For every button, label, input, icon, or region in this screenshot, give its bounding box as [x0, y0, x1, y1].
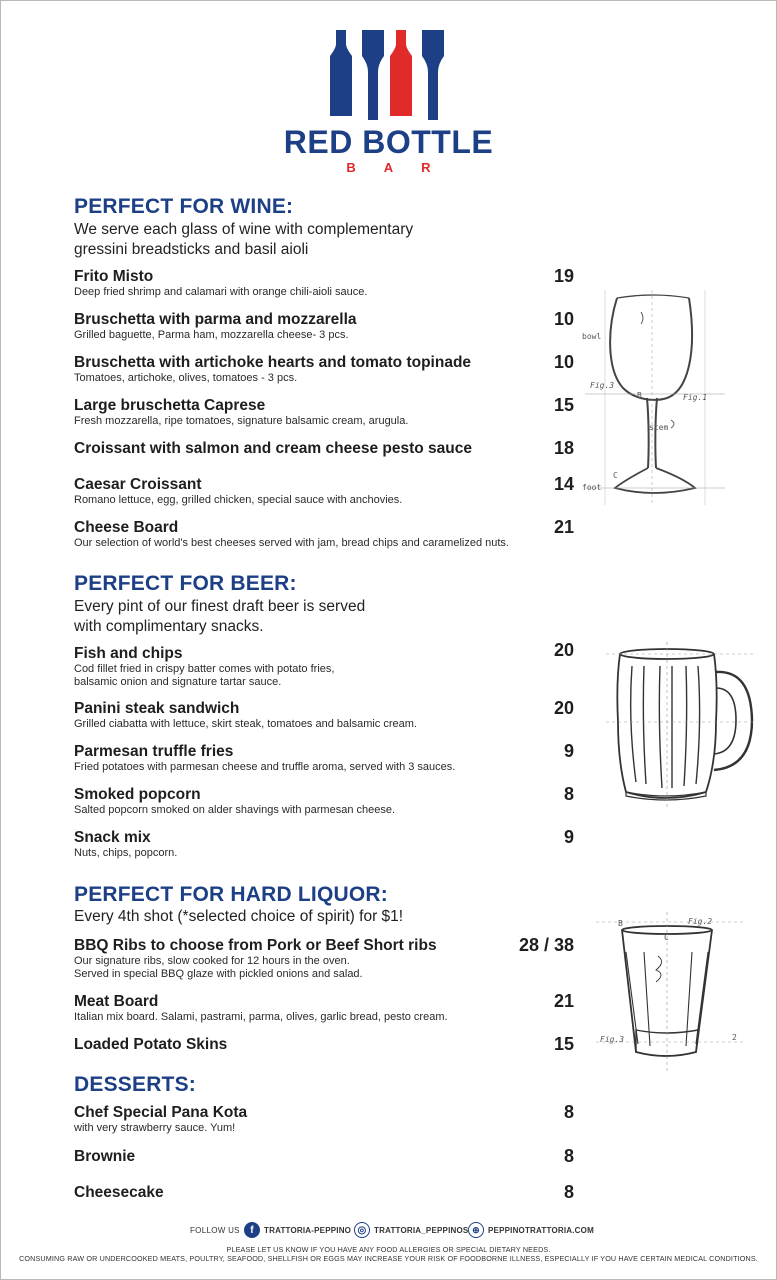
item-desc: Our selection of world's best cheeses served with jam, bread chips and caramelized nuts. [74, 537, 509, 549]
sketch-label: C [613, 471, 618, 480]
sketch-label: Fig.1 [683, 393, 708, 402]
section-desc-liquor: Every 4th shot (*selected choice of spirit) for $1! [74, 908, 404, 925]
menu-item [74, 937, 576, 981]
facebook-link[interactable] [244, 1222, 351, 1238]
item-name: Large bruschetta Caprese [74, 397, 266, 414]
item-price: 15 [553, 395, 574, 415]
menu-item [74, 519, 576, 550]
menu-item [74, 311, 576, 342]
sketch-label: Fig.3 [590, 381, 615, 390]
menu-item [74, 440, 576, 458]
item-price: 10 [553, 352, 574, 372]
item-desc: Grilled baguette, Parma ham, mozzarella cheese- 3 pcs. [74, 329, 349, 341]
section-desc-beer-1: Every pint of our finest draft beer is served [74, 598, 366, 615]
sketch-label: bowl [582, 332, 602, 341]
section-title-liquor: PERFECT FOR HARD LIQUOR: [74, 883, 388, 906]
item-name: Chef Special Pana Kota [74, 1104, 248, 1121]
item-desc: Nuts, chips, popcorn. [74, 847, 178, 859]
item-name: Caesar Croissant [74, 476, 202, 493]
wine-glass-sketch-icon [582, 290, 735, 510]
follow-us-label: FOLLOW US [190, 1226, 240, 1235]
sketch-label: 2 [732, 1033, 737, 1042]
allergy-notice: PLEASE LET US KNOW IF YOU HAVE ANY FOOD ALLERGIES OR SPECIAL DIETARY NEEDS. [226, 1245, 551, 1254]
item-name: Cheese Board [74, 519, 179, 536]
menu-item [74, 993, 576, 1024]
item-desc: Fried potatoes with parmesan cheese and truffle aroma, served with 3 sauces. [74, 761, 456, 773]
brand-sub: BAR [346, 160, 459, 175]
section-title-wine: PERFECT FOR WINE: [74, 195, 294, 218]
menu-item [74, 354, 576, 385]
item-desc: with very strawberry sauce. Yum! [74, 1122, 236, 1134]
item-price: 8 [563, 1182, 574, 1202]
item-desc: Cod fillet fried in crispy batter comes with potato fries, balsamic onion and signature tartar sauce. [74, 663, 335, 688]
item-price: 8 [563, 784, 574, 804]
item-price: 28 / 38 [518, 935, 574, 955]
item-name: Bruschetta with parma and mozzarella [74, 311, 357, 328]
section-desc-beer-2: with complimentary snacks. [74, 618, 264, 635]
section-title-desserts: DESSERTS: [74, 1073, 196, 1096]
item-desc: Grilled ciabatta with lettuce, skirt steak, tomatoes and balsamic cream. [74, 718, 417, 730]
sketch-label: C [664, 933, 669, 942]
section-desc-wine-1: We serve each glass of wine with complementary [74, 221, 414, 238]
menu-item [74, 640, 576, 689]
bottles-logo-icon [328, 30, 450, 120]
item-name: Brownie [74, 1148, 136, 1165]
facebook-handle: TRATTORIA-PEPPINO [264, 1225, 352, 1235]
item-desc: Italian mix board. Salami, pastrami, parma, olives, garlic bread, pesto cream. [74, 1011, 448, 1023]
item-desc: Fresh mozzarella, ripe tomatoes, signature balsamic cream, arugula. [74, 415, 409, 427]
sketch-label: Fig.3 [600, 1035, 625, 1044]
menu-item [74, 1148, 576, 1166]
item-price: 20 [553, 640, 574, 660]
item-price: 18 [553, 438, 574, 458]
globe-icon: ⊕ [468, 1222, 484, 1238]
item-name: Cheesecake [74, 1184, 164, 1201]
item-price: 8 [563, 1146, 574, 1166]
item-name: Snack mix [74, 829, 151, 846]
item-desc: Deep fried shrimp and calamari with orange chili-aioli sauce. [74, 286, 368, 298]
item-price: 8 [563, 1102, 574, 1122]
facebook-icon: f [244, 1222, 260, 1238]
item-name: Panini steak sandwich [74, 700, 240, 717]
menu-item [74, 743, 576, 774]
item-name: Smoked popcorn [74, 786, 201, 803]
menu-item [74, 397, 576, 428]
menu-item [74, 1036, 576, 1054]
item-price: 15 [553, 1034, 574, 1054]
menu-item [74, 1104, 576, 1135]
sketch-label: Fig.2 [688, 917, 713, 926]
sketch-label: B [618, 919, 623, 928]
item-name: Fish and chips [74, 645, 183, 662]
item-price: 21 [553, 991, 574, 1011]
sketch-label: stem [649, 423, 669, 432]
item-price: 19 [553, 266, 574, 286]
website-url: PEPPINOTRATTORIA.COM [488, 1225, 594, 1235]
item-name: Loaded Potato Skins [74, 1036, 228, 1053]
item-price: 14 [553, 474, 574, 494]
item-desc: Salted popcorn smoked on alder shavings with parmesan cheese. [74, 804, 396, 816]
shot-glass-sketch-icon [596, 912, 746, 1072]
section-title-beer: PERFECT FOR BEER: [74, 572, 297, 595]
consumption-warning: CONSUMING RAW OR UNDERCOOKED MEATS, POULTRY, SEAFOOD, SHELLFISH OR EGGS MAY INCREASE YOUR RISK OF FOODBORNE ILLNESS, ESPECIALLY IF YOU HAVE CERTAIN MEDICAL CONDITIONS. [19, 1254, 758, 1263]
beer-mug-sketch-icon [606, 642, 764, 810]
item-price: 9 [563, 741, 574, 761]
menu-item [74, 829, 576, 860]
menu-item [74, 786, 576, 817]
menu-item [74, 476, 576, 507]
item-name: Croissant with salmon and cream cheese pesto sauce [74, 440, 472, 457]
footer-social [0, 1222, 777, 1240]
menu-item [74, 268, 576, 299]
sketch-label: B [637, 391, 642, 400]
item-desc: Romano lettuce, egg, grilled chicken, special sauce with anchovies. [74, 494, 403, 506]
item-price: 9 [563, 827, 574, 847]
sketch-label: foot [582, 483, 602, 492]
section-desc-wine-2: gressini breadsticks and basil aioli [74, 241, 309, 258]
menu-item [74, 1184, 576, 1202]
item-desc: Our signature ribs, slow cooked for 12 hours in the oven. Served in special BBQ glaze with pickled onions and salad. [74, 955, 363, 980]
logo [0, 0, 777, 185]
item-name: BBQ Ribs to choose from Pork or Beef Short ribs [74, 937, 437, 954]
item-desc: Tomatoes, artichoke, olives, tomatoes - 3 pcs. [74, 372, 298, 384]
website-link[interactable] [468, 1222, 594, 1238]
item-name: Meat Board [74, 993, 159, 1010]
item-name: Bruschetta with artichoke hearts and tomato topinade [74, 354, 472, 371]
item-price: 10 [553, 309, 574, 329]
instagram-handle: TRATTORIA_PEPPINOS [374, 1225, 469, 1235]
item-name: Frito Misto [74, 268, 154, 285]
menu-item [74, 700, 576, 731]
item-price: 20 [553, 698, 574, 718]
item-price: 21 [553, 517, 574, 537]
instagram-link[interactable] [354, 1222, 468, 1238]
brand-name: RED BOTTLE [283, 124, 494, 160]
instagram-icon: ◎ [354, 1222, 370, 1238]
item-name: Parmesan truffle fries [74, 743, 234, 760]
